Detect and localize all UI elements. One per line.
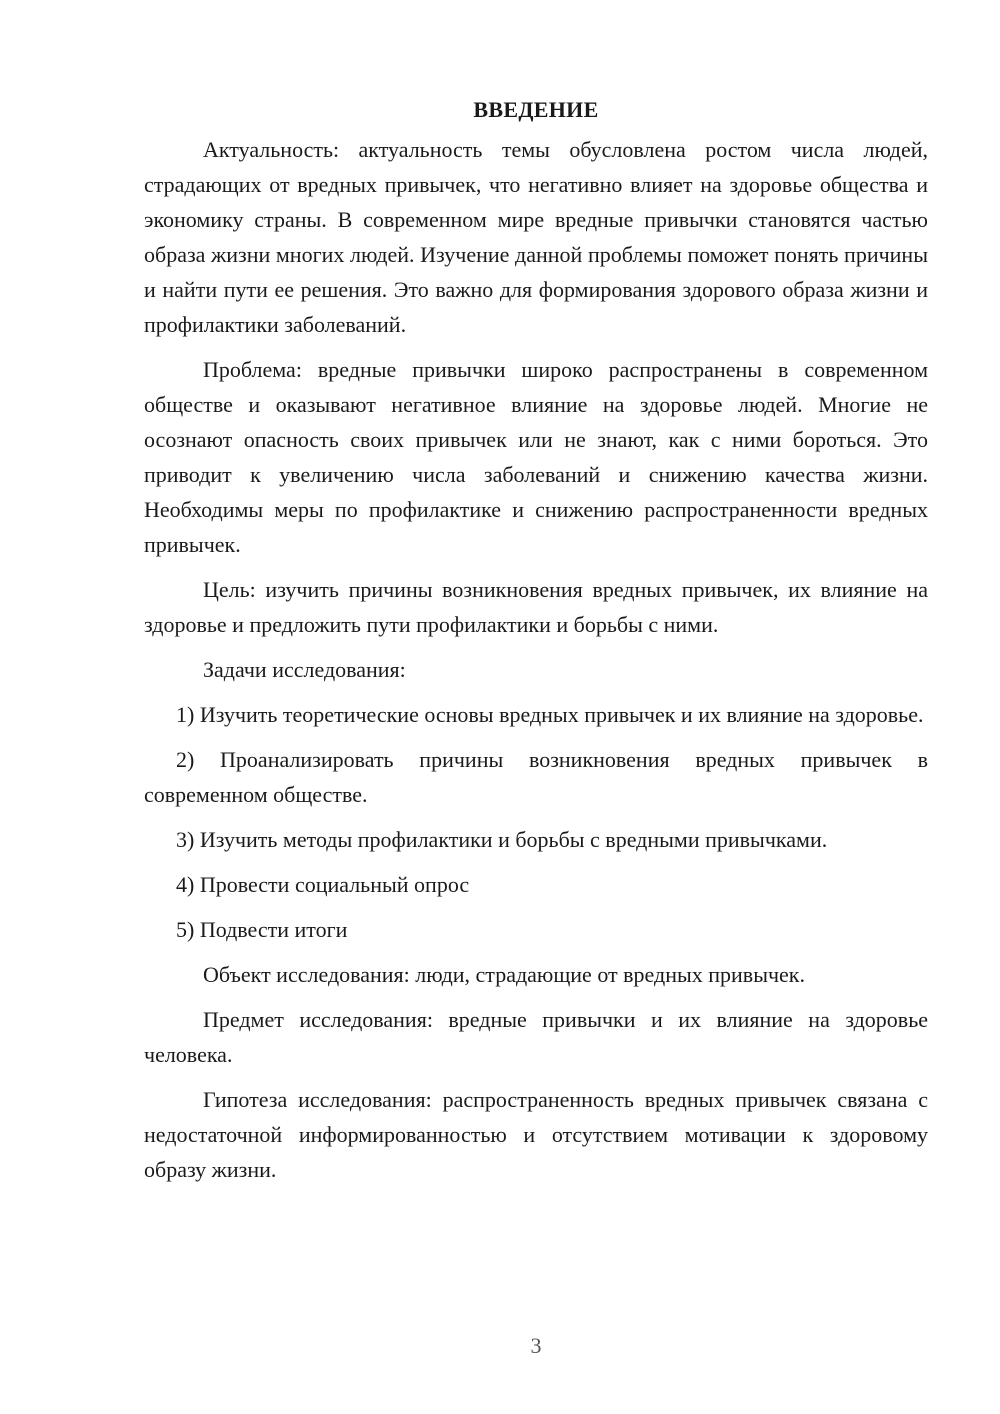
task-item-4: 4) Провести социальный опрос: [176, 872, 470, 897]
object-paragraph: Объект исследования: люди, страдающие от вредных привычек.: [203, 962, 805, 987]
goal-paragraph: Цель: изучить причины возникновения вредных привычек, их влияние на здоровье и предложить пути профилактики и борьбы с ними.: [144, 577, 928, 637]
relevance-paragraph: Актуальность: актуальность темы обусловлена ростом числа людей, страдающих от вредных привычек, что негативно влияет на здоровье общества и экономику страны. В современном мире вредные привычки становятся частью образа жизни многих людей. Изучение данной проблемы поможет понять причины и найти пути ее решения. Это важно для формирования здорового образа жизни и профилактики заболеваний.: [144, 137, 928, 337]
page-content: [144, 92, 928, 1197]
section-heading: ВВЕДЕНИЕ: [473, 97, 599, 122]
task-item-2: 2) Проанализировать причины возникновения вредных привычек в современном обществе.: [144, 747, 928, 807]
task-item-1: 1) Изучить теоретические основы вредных привычек и их влияние на здоровье.: [176, 702, 924, 727]
subject-paragraph: Предмет исследования: вредные привычки и их влияние на здоровье человека.: [144, 1007, 928, 1067]
task-item-3: 3) Изучить методы профилактики и борьбы с вредными привычками.: [176, 827, 828, 852]
problem-paragraph: Проблема: вредные привычки широко распространены в современном обществе и оказывают негативное влияние на здоровье людей. Многие не осознают опасность своих привычек или не знают, как с ними бороться. Это приводит к увеличению числа заболеваний и снижению качества жизни. Необходимы меры по профилактике и снижению распространенности вредных привычек.: [144, 357, 928, 557]
task-item-5: 5) Подвести итоги: [176, 917, 348, 942]
hypothesis-paragraph: Гипотеза исследования: распространенность вредных привычек связана с недостаточной информированностью и отсутствием мотивации к здоровому образу жизни.: [144, 1087, 928, 1182]
tasks-title: Задачи исследования:: [203, 657, 406, 682]
page-number: 3: [530, 1333, 542, 1358]
